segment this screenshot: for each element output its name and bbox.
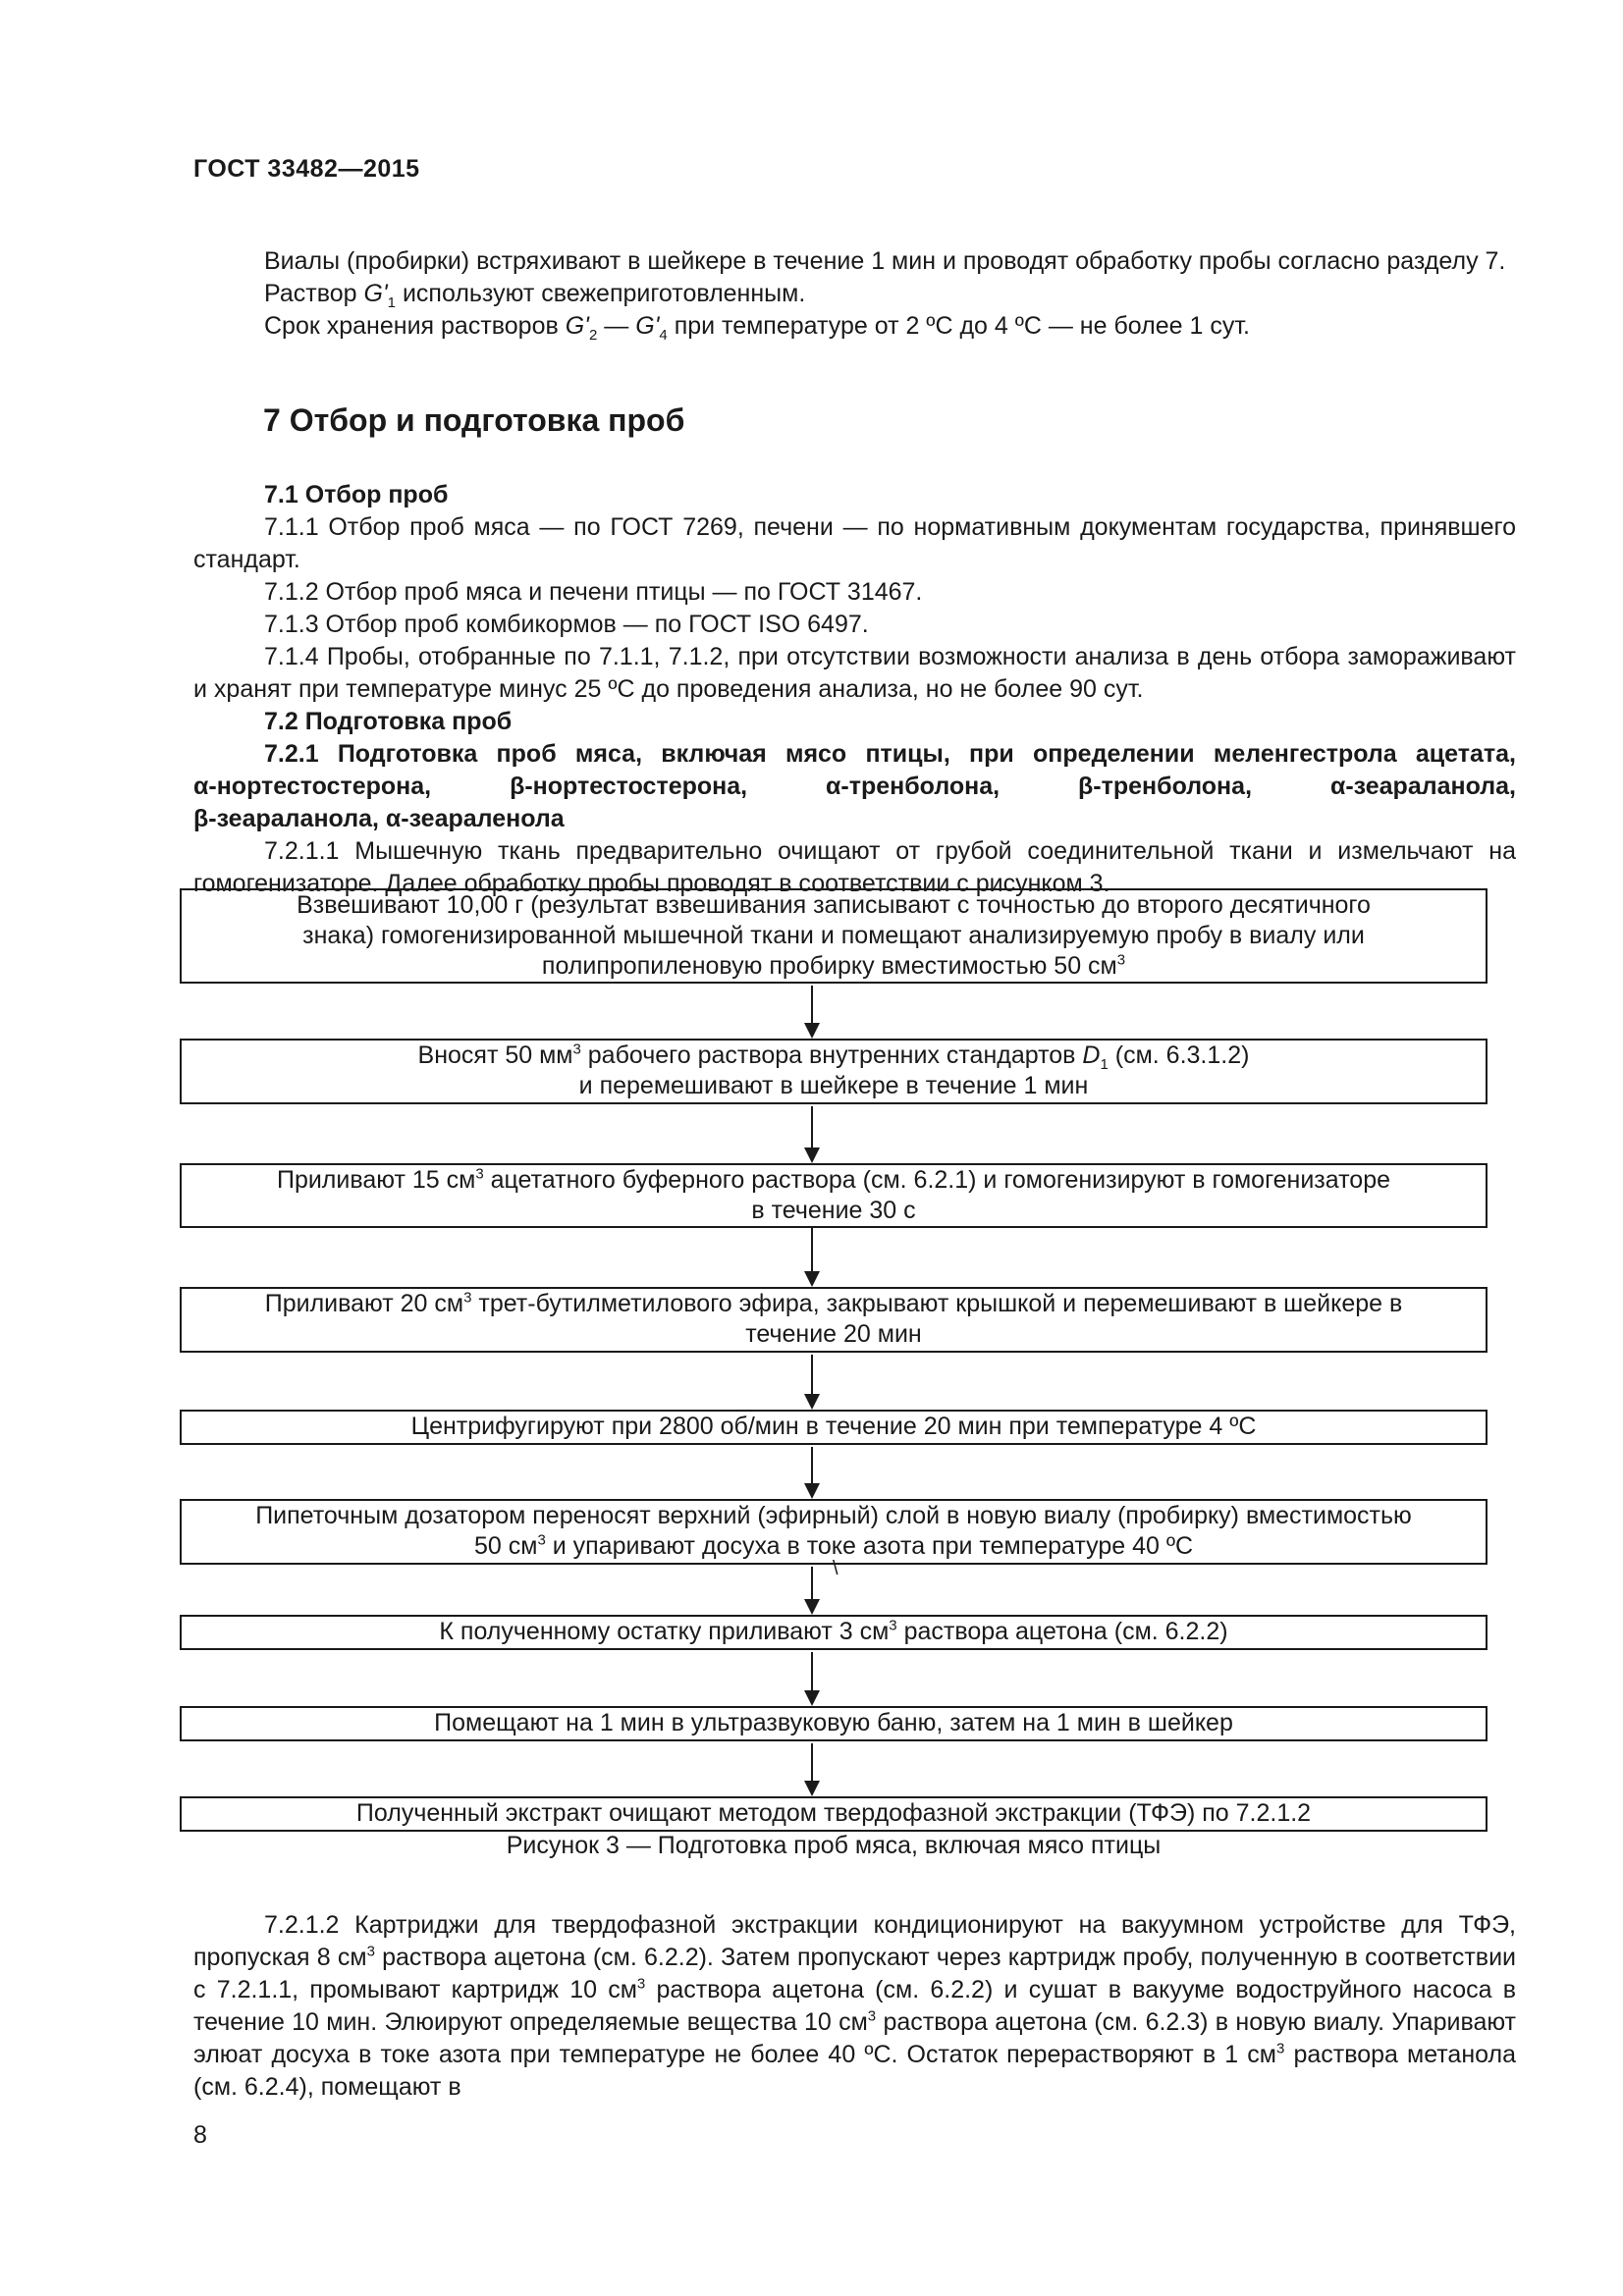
superscript: 3 bbox=[636, 1975, 646, 1993]
superscript: 3 bbox=[366, 1943, 375, 1960]
paragraph-7-1-4: 7.1.4 Пробы, отобранные по 7.1.1, 7.1.2, при отсутствии возможности анализа в день отбора замораживают и хранят при температуре минус 25 ºС до проведения анализа, но не более 90 сут. bbox=[193, 643, 1516, 703]
superscript: 3 bbox=[1276, 2040, 1285, 2057]
subsection-heading-7-1: 7.1 Отбор проб bbox=[264, 481, 449, 508]
text-run: используют свежеприготовленным. bbox=[396, 280, 806, 307]
step-line bbox=[189, 951, 1478, 982]
superscript: 3 bbox=[475, 1165, 484, 1183]
text-run: К полученному остатку приливают 3 см bbox=[439, 1618, 890, 1645]
text-run: — bbox=[597, 312, 636, 340]
text-run: (см. 6.3.1.2) bbox=[1108, 1041, 1250, 1069]
subsection-heading-7-2: 7.2 Подготовка проб bbox=[264, 708, 513, 735]
subsection-heading-7-2-1-line1: 7.2.1 Подготовка проб мяса, включая мясо птицы, при определении меленгестрола ацетата, bbox=[264, 740, 1516, 768]
flowchart-step-spe-cleanup bbox=[180, 1796, 1488, 1832]
text-run: раствора ацетона (см. 6.2.2) bbox=[896, 1618, 1228, 1645]
paragraph-7-1-1: 7.1.1 Отбор проб мяса — по ГОСТ 7269, печени — по нормативным документам государства, принявшего стандарт. bbox=[193, 513, 1516, 573]
flow-arrow bbox=[803, 1652, 823, 1706]
paragraph-7-1-3: 7.1.3 Отбор проб комбикормов — по ГОСТ ISO 6497. bbox=[264, 611, 869, 638]
text-run: раствора ацетона (см. 6.2.2). Затем пропускают через картридж пробу, полученную в соответствии с 7.2.1.1, промывают картридж 10 см bbox=[193, 1944, 1516, 2003]
flowchart-step-acetate-buffer bbox=[180, 1163, 1488, 1228]
text-run: и упаривают досуха в токе азота при температуре 40 ºС bbox=[545, 1532, 1194, 1560]
text-run: рабочего раствора внутренних стандартов bbox=[580, 1041, 1083, 1069]
step-line bbox=[189, 1165, 1478, 1196]
flowchart-step-ultrasound bbox=[180, 1706, 1488, 1741]
text-run: Приливают 20 см bbox=[264, 1290, 464, 1317]
text-run: полипропиленовую пробирку вместимостью 50 см bbox=[541, 952, 1117, 980]
subscript: 2 bbox=[588, 327, 598, 344]
flow-arrow bbox=[803, 1447, 823, 1499]
flow-arrow bbox=[803, 1567, 823, 1615]
superscript: 3 bbox=[889, 1617, 897, 1634]
paragraph-7-2-1-2 bbox=[193, 1909, 1516, 2104]
step-line: Полученный экстракт очищают методом твердофазной экстракции (ТФЭ) по 7.2.1.2 bbox=[355, 1799, 1312, 1827]
text-run: раствора метанола (см. 6.2.4), помещают в bbox=[193, 2041, 1516, 2101]
flow-arrow bbox=[803, 1228, 823, 1287]
intro-block bbox=[193, 245, 1516, 343]
superscript: 3 bbox=[867, 2007, 877, 2025]
intro-paragraph-3 bbox=[193, 310, 1516, 343]
step-line bbox=[189, 1289, 1478, 1319]
text-run: Вносят 50 мм bbox=[417, 1041, 573, 1069]
superscript: 3 bbox=[572, 1041, 581, 1058]
step-line: Центрифугируют при 2800 об/мин в течение 20 мин при температуре 4 ºС bbox=[410, 1413, 1257, 1440]
text-run: раствора ацетона (см. 6.2.2) и сушат в вакууме водоструйного насоса в течение 10 мин. Элюируют определяемые вещества 10 см bbox=[193, 1976, 1516, 2036]
subsection-heading-7-2-1-line3: β-зеараланола, α-зеараленола bbox=[193, 805, 565, 832]
section-7-body bbox=[193, 479, 1516, 900]
step-line: Пипеточным дозатором переносят верхний (эфирный) слой в новую виалу (пробирку) вместимостью bbox=[255, 1502, 1412, 1529]
step-line bbox=[189, 1041, 1478, 1071]
stray-mark: \ bbox=[833, 1558, 839, 1579]
superscript: 3 bbox=[463, 1289, 472, 1307]
subscript: 4 bbox=[659, 327, 668, 344]
text-run: 7.2.1.2 Картриджи для твердофазной экстракции кондиционируют на вакуумном устройстве для ТФЭ, пропуская 8 см bbox=[193, 1911, 1516, 1971]
paragraph-7-1-2: 7.1.2 Отбор проб мяса и печени птицы — по ГОСТ 31467. bbox=[264, 578, 923, 606]
subscript: 1 bbox=[1100, 1056, 1109, 1073]
step-line: знака) гомогенизированной мышечной ткани и помещают анализируемую пробу в виалу или bbox=[302, 922, 1365, 949]
section-heading: 7 Отбор и подготовка проб bbox=[263, 402, 685, 438]
text-run: Приливают 15 см bbox=[276, 1166, 476, 1194]
flowchart-step-acetone bbox=[180, 1615, 1488, 1650]
text-run: раствора ацетона (см. 6.2.3) в новую виалу. Упаривают элюат досуха в токе азота при температуре не более 40 ºС. Остаток перерастворяют в 1 см bbox=[193, 2008, 1516, 2068]
flowchart-step-weighing bbox=[180, 888, 1488, 984]
subsection-heading-7-2-1-line2: α-нортестостерона, β-нортестостерона, α-тренболона, β-тренболона, α-зеараланола, bbox=[193, 773, 1516, 800]
figure-caption: Рисунок 3 — Подготовка проб мяса, включая мясо птицы bbox=[506, 1832, 1162, 1859]
intro-paragraph-2 bbox=[193, 278, 1516, 310]
flowchart-step-centrifuge bbox=[180, 1410, 1488, 1445]
variable: D bbox=[1082, 1041, 1101, 1069]
text-run: 50 см bbox=[473, 1532, 538, 1560]
variable: G' bbox=[565, 312, 589, 340]
flow-arrow bbox=[803, 1743, 823, 1796]
step-line bbox=[189, 1617, 1478, 1647]
text-run: трет-бутилметилового эфира, закрывают крышкой и перемешивают в шейкере в bbox=[471, 1290, 1403, 1317]
step-line: в течение 30 с bbox=[751, 1197, 916, 1224]
variable: G' bbox=[635, 312, 660, 340]
paragraph-7-2-1-2-block bbox=[193, 1909, 1516, 2104]
variable: G' bbox=[363, 280, 388, 307]
flowchart-step-evaporation bbox=[180, 1499, 1488, 1565]
intro-paragraph-1: Виалы (пробирки) встряхивают в шейкере в течение 1 мин и проводят обработку пробы согласно разделу 7. bbox=[264, 247, 1506, 275]
page-number: 8 bbox=[193, 2121, 207, 2149]
step-line: течение 20 мин bbox=[745, 1320, 922, 1348]
paragraph-7-2-1-1: 7.2.1.1 Мышечную ткань предварительно очищают от грубой соединительной ткани и измельчают на гомогенизаторе. Далее обработку пробы проводят в соответствии с рисунком 3. bbox=[193, 837, 1516, 897]
text-run: при температуре от 2 ºС до 4 ºС — не более 1 сут. bbox=[667, 312, 1250, 340]
flow-arrow bbox=[803, 1106, 823, 1163]
subscript: 1 bbox=[387, 294, 397, 311]
text-run: Раствор bbox=[264, 280, 364, 307]
superscript: 3 bbox=[1116, 951, 1126, 969]
text-run: ацетатного буферного раствора (см. 6.2.1) и гомогенизируют в гомогенизаторе bbox=[483, 1166, 1391, 1194]
document-header: ГОСТ 33482—2015 bbox=[193, 155, 420, 183]
flow-arrow bbox=[803, 1355, 823, 1410]
flowchart-step-ether bbox=[180, 1287, 1488, 1353]
flowchart-step-internal-standards bbox=[180, 1039, 1488, 1104]
text-run: Срок хранения растворов bbox=[264, 312, 566, 340]
step-line: и перемешивают в шейкере в течение 1 мин bbox=[578, 1072, 1089, 1099]
step-line: Помещают на 1 мин в ультразвуковую баню, затем на 1 мин в шейкер bbox=[434, 1709, 1233, 1736]
step-line: Взвешивают 10,00 г (результат взвешивания записывают с точностью до второго десятичного bbox=[297, 891, 1371, 919]
flow-arrow bbox=[803, 986, 823, 1039]
superscript: 3 bbox=[537, 1531, 546, 1549]
